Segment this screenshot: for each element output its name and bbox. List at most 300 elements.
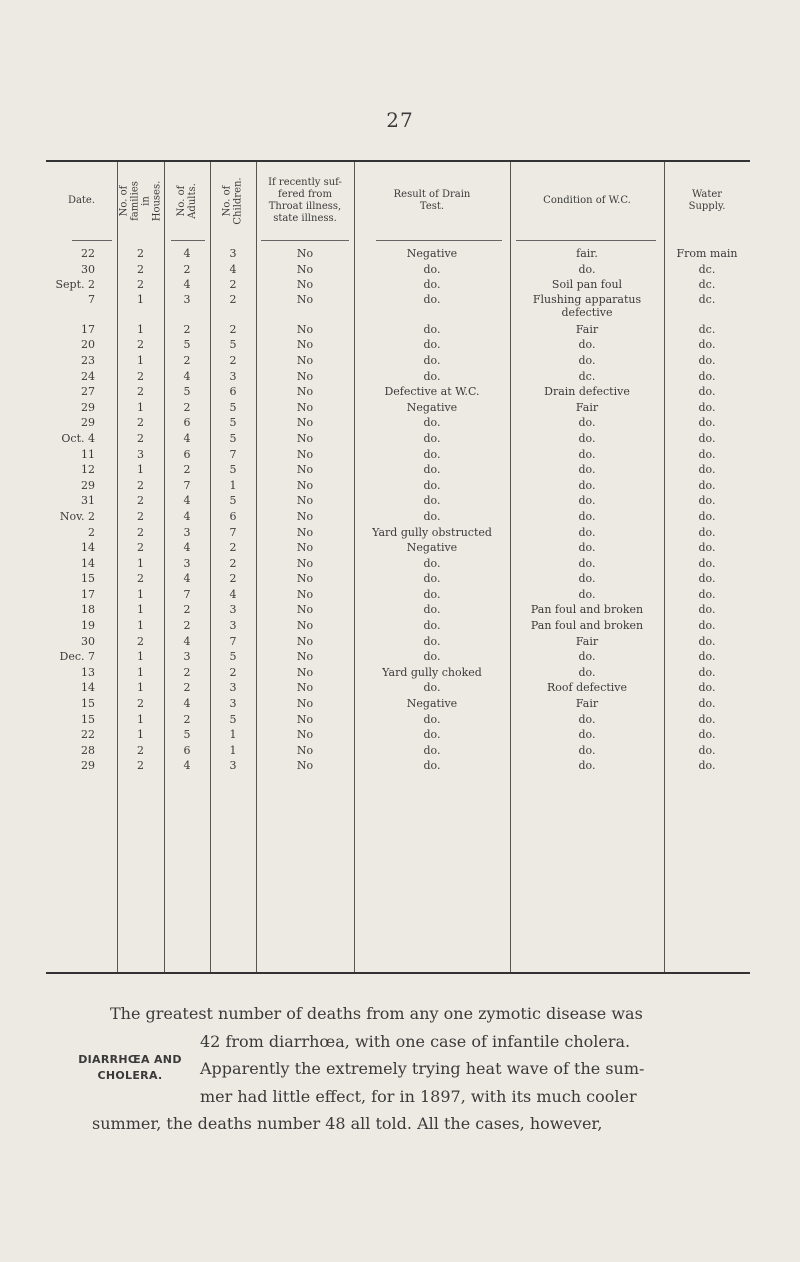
row-drain-test: Yard gully obstructed: [372, 525, 492, 539]
table-row: [46, 727, 750, 743]
row-date: 28: [81, 743, 95, 757]
row-children: 4: [229, 587, 237, 601]
row-water-supply: From main: [676, 247, 738, 260]
row-water-supply: do.: [698, 447, 716, 461]
row-throat-illness: No: [296, 278, 314, 292]
row-date: 2: [88, 525, 95, 539]
row-wc-condition: do.: [578, 463, 596, 477]
row-drain-test: do.: [423, 634, 441, 648]
row-adults: 3: [183, 292, 191, 306]
row-water-supply: do.: [698, 353, 716, 367]
row-date: 29: [81, 478, 95, 492]
header-wc-condition: Condition of W.C.: [543, 195, 631, 206]
row-drain-test: Negative: [406, 247, 458, 260]
row-adults: 5: [183, 385, 191, 399]
table-row: [46, 649, 750, 665]
row-families: 2: [137, 247, 144, 260]
row-date: 30: [81, 634, 95, 648]
row-wc-condition: do.: [578, 262, 596, 276]
row-drain-test: do.: [423, 619, 441, 633]
row-water-supply: do.: [698, 541, 716, 555]
row-drain-test: do.: [423, 650, 441, 664]
row-adults: 2: [183, 353, 191, 367]
row-date: 30: [81, 262, 95, 276]
row-adults: 2: [183, 322, 191, 336]
row-date: 15: [81, 572, 95, 586]
row-families: 2: [137, 541, 144, 555]
row-throat-illness: No: [296, 681, 314, 695]
row-date: Dec. 7: [59, 650, 95, 664]
row-wc-condition: do.: [578, 541, 596, 555]
row-adults: 7: [183, 587, 191, 601]
row-families: 1: [137, 665, 144, 679]
row-wc-condition: do.: [578, 494, 596, 508]
header-rule: [72, 240, 112, 241]
row-throat-illness: No: [296, 463, 314, 477]
row-throat-illness: No: [296, 619, 314, 633]
row-adults: 2: [183, 681, 191, 695]
row-water-supply: do.: [698, 385, 716, 399]
row-throat-illness: No: [296, 431, 314, 445]
row-drain-test: do.: [423, 728, 441, 742]
row-adults: 3: [183, 650, 191, 664]
row-children: 7: [229, 634, 237, 648]
row-water-supply: do.: [698, 650, 716, 664]
row-families: 1: [137, 322, 144, 336]
table-row: [46, 587, 750, 603]
row-date: 22: [81, 247, 95, 260]
row-date: 27: [81, 385, 95, 399]
body-paragraph: [92, 1000, 712, 1138]
row-wc-condition: do.: [578, 447, 596, 461]
row-children: 2: [229, 353, 237, 367]
row-date: Nov. 2: [59, 509, 95, 523]
table-row: [46, 353, 750, 369]
header-rule: [171, 240, 205, 241]
row-wc-condition: fair.: [576, 247, 598, 260]
row-families: 1: [137, 712, 144, 726]
row-adults: 4: [183, 494, 191, 508]
row-adults: 5: [183, 728, 191, 742]
row-wc-condition: do.: [578, 431, 596, 445]
row-date: 14: [81, 556, 95, 570]
row-families: 2: [137, 759, 144, 773]
row-wc-condition: Pan foul and broken: [530, 603, 644, 617]
row-adults: 2: [183, 400, 191, 414]
row-wc-condition: Fair: [575, 400, 599, 414]
table-row: [46, 634, 750, 650]
row-drain-test: do.: [423, 431, 441, 445]
row-water-supply: dc.: [698, 278, 716, 292]
row-families: 3: [137, 447, 144, 461]
row-families: 2: [137, 572, 144, 586]
row-drain-test: do.: [423, 712, 441, 726]
table-row: [46, 431, 750, 447]
row-drain-test: do.: [423, 262, 441, 276]
row-families: 1: [137, 650, 144, 664]
row-water-supply: do.: [698, 556, 716, 570]
table-row: [46, 571, 750, 587]
row-families: 1: [137, 353, 144, 367]
row-wc-condition: do.: [578, 338, 596, 352]
row-children: 3: [229, 369, 237, 383]
row-wc-condition: do.: [578, 728, 596, 742]
table-row: [46, 384, 750, 400]
row-children: 2: [229, 278, 237, 292]
row-throat-illness: No: [296, 541, 314, 555]
row-adults: 2: [183, 665, 191, 679]
row-date: 15: [81, 697, 95, 711]
row-children: 3: [229, 697, 237, 711]
row-water-supply: do.: [698, 619, 716, 633]
row-water-supply: dc.: [698, 262, 716, 276]
row-children: 3: [229, 759, 237, 773]
row-children: 5: [229, 712, 237, 726]
row-wc-condition: do.: [578, 650, 596, 664]
row-wc-condition: Fair: [575, 322, 599, 336]
row-children: 2: [229, 556, 237, 570]
row-children: 2: [229, 292, 237, 306]
row-date: 20: [81, 338, 95, 352]
header-water-supply: Water Supply.: [688, 189, 726, 212]
table-row: [46, 680, 750, 696]
paragraph-line: Apparently the extremely trying heat wave of the sum-: [200, 1059, 645, 1078]
row-wc-condition: do.: [578, 416, 596, 430]
row-families: 2: [137, 338, 144, 352]
row-water-supply: do.: [698, 338, 716, 352]
header-families: No. of families in Houses.: [118, 180, 163, 222]
row-date: Oct. 4: [61, 431, 95, 445]
table-row: [46, 540, 750, 556]
row-drain-test: do.: [423, 338, 441, 352]
table-row: [46, 493, 750, 509]
row-throat-illness: No: [296, 650, 314, 664]
table-row: [46, 618, 750, 634]
row-water-supply: do.: [698, 463, 716, 477]
row-water-supply: do.: [698, 416, 716, 430]
row-children: 5: [229, 463, 237, 477]
row-wc-condition: Soil pan foul: [551, 278, 623, 292]
row-drain-test: do.: [423, 494, 441, 508]
row-wc-condition: Fair: [575, 634, 599, 648]
row-children: 2: [229, 572, 237, 586]
row-water-supply: do.: [698, 587, 716, 601]
row-adults: 5: [183, 338, 191, 352]
row-drain-test: do.: [423, 322, 441, 336]
row-wc-condition: do.: [578, 572, 596, 586]
row-date: 22: [81, 728, 95, 742]
row-throat-illness: No: [296, 447, 314, 461]
row-water-supply: do.: [698, 665, 716, 679]
row-families: 2: [137, 634, 144, 648]
row-families: 2: [137, 525, 144, 539]
row-water-supply: do.: [698, 603, 716, 617]
row-throat-illness: No: [296, 759, 314, 773]
row-families: 1: [137, 728, 144, 742]
row-throat-illness: No: [296, 353, 314, 367]
row-throat-illness: No: [296, 634, 314, 648]
row-water-supply: do.: [698, 759, 716, 773]
row-water-supply: do.: [698, 369, 716, 383]
header-throat-illness: If recently suf- fered from Throat illness, state illness.: [268, 177, 342, 224]
row-families: 1: [137, 587, 144, 601]
row-throat-illness: No: [296, 262, 314, 276]
table-bottom-rule: [46, 972, 750, 974]
row-wc-condition: Roof defective: [546, 681, 628, 695]
table-row: [46, 478, 750, 494]
row-drain-test: do.: [423, 587, 441, 601]
table-row: [46, 602, 750, 618]
row-adults: 4: [183, 431, 191, 445]
table-row: [46, 743, 750, 759]
row-drain-test: Negative: [406, 400, 458, 414]
row-wc-condition: do.: [578, 743, 596, 757]
row-adults: 4: [183, 634, 191, 648]
row-children: 5: [229, 494, 237, 508]
row-families: 2: [137, 478, 144, 492]
table-row: [46, 369, 750, 385]
row-adults: 2: [183, 619, 191, 633]
row-date: 14: [81, 541, 95, 555]
row-children: 5: [229, 416, 237, 430]
row-children: 3: [229, 681, 237, 695]
row-date: 7: [88, 292, 95, 306]
table-top-rule: [46, 160, 750, 162]
table-row: [46, 415, 750, 431]
row-adults: 2: [183, 712, 191, 726]
row-drain-test: do.: [423, 278, 441, 292]
row-drain-test: Defective at W.C.: [384, 385, 480, 399]
paragraph-line: 42 from diarrhœa, with one case of infantile cholera.: [200, 1031, 631, 1051]
row-children: 1: [229, 728, 237, 742]
row-wc-condition: do.: [578, 478, 596, 492]
row-adults: 3: [183, 525, 191, 539]
header-rule: [376, 240, 502, 241]
row-families: 1: [137, 400, 144, 414]
row-water-supply: do.: [698, 728, 716, 742]
row-water-supply: do.: [698, 478, 716, 492]
row-throat-illness: No: [296, 572, 314, 586]
row-drain-test: do.: [423, 681, 441, 695]
row-wc-condition: dc.: [578, 369, 596, 383]
row-water-supply: do.: [698, 681, 716, 695]
row-throat-illness: No: [296, 247, 314, 260]
row-adults: 2: [183, 262, 191, 276]
row-wc-condition: do.: [578, 665, 596, 679]
row-children: 2: [229, 665, 237, 679]
row-children: 5: [229, 650, 237, 664]
row-drain-test: do.: [423, 463, 441, 477]
header-date: Date.: [67, 195, 96, 206]
row-throat-illness: No: [296, 525, 314, 539]
paragraph-line: mer had little effect, for in 1897, with its much cooler: [200, 1086, 637, 1106]
row-adults: 4: [183, 509, 191, 523]
paragraph-line: summer, the deaths number 48 all told. All the cases, however,: [92, 1114, 603, 1133]
paragraph-line: The greatest number of deaths from any one zymotic disease was: [110, 1004, 643, 1023]
row-drain-test: Negative: [406, 697, 458, 711]
table-row: [46, 337, 750, 353]
row-water-supply: do.: [698, 509, 716, 523]
row-families: 1: [137, 681, 144, 695]
row-throat-illness: No: [296, 338, 314, 352]
row-throat-illness: No: [296, 665, 314, 679]
header-children: No. of Children.: [222, 177, 245, 225]
row-adults: 4: [183, 697, 191, 711]
row-adults: 4: [183, 278, 191, 292]
row-date: 23: [81, 353, 95, 367]
header-drain-test: Result of Drain Test.: [393, 189, 471, 212]
row-families: 2: [137, 369, 144, 383]
sanitary-inspection-table: [46, 160, 750, 974]
row-wc-condition: do.: [578, 353, 596, 367]
row-children: 2: [229, 541, 237, 555]
row-throat-illness: No: [296, 509, 314, 523]
row-water-supply: do.: [698, 743, 716, 757]
row-water-supply: do.: [698, 400, 716, 414]
row-children: 7: [229, 447, 237, 461]
row-drain-test: Negative: [406, 541, 458, 555]
row-date: 24: [81, 369, 95, 383]
row-children: 6: [229, 509, 237, 523]
row-families: 2: [137, 431, 144, 445]
row-drain-test: do.: [423, 447, 441, 461]
row-date: 11: [81, 447, 95, 461]
row-adults: 2: [183, 603, 191, 617]
row-water-supply: do.: [698, 712, 716, 726]
row-date: 14: [81, 681, 95, 695]
row-children: 3: [229, 247, 237, 260]
row-wc-condition: do.: [578, 525, 596, 539]
row-drain-test: do.: [423, 478, 441, 492]
inspection-rows: [46, 246, 750, 774]
row-adults: 4: [183, 369, 191, 383]
row-water-supply: do.: [698, 431, 716, 445]
row-adults: 4: [183, 247, 191, 260]
row-water-supply: do.: [698, 525, 716, 539]
row-children: 5: [229, 338, 237, 352]
row-drain-test: Yard gully choked: [382, 665, 482, 679]
row-families: 2: [137, 262, 144, 276]
row-families: 2: [137, 697, 144, 711]
row-wc-condition: Drain defective: [544, 385, 630, 399]
row-drain-test: do.: [423, 556, 441, 570]
row-throat-illness: No: [296, 712, 314, 726]
row-drain-test: do.: [423, 509, 441, 523]
row-drain-test: do.: [423, 353, 441, 367]
table-row: [46, 322, 750, 338]
table-row: [46, 400, 750, 416]
row-throat-illness: No: [296, 494, 314, 508]
row-families: 1: [137, 556, 144, 570]
row-date: 29: [81, 416, 95, 430]
page-number: 27: [386, 108, 414, 132]
row-adults: 4: [183, 572, 191, 586]
row-throat-illness: No: [296, 478, 314, 492]
row-adults: 2: [183, 463, 191, 477]
row-wc-condition: Pan foul and broken: [530, 619, 644, 633]
row-drain-test: do.: [423, 292, 441, 306]
row-drain-test: do.: [423, 572, 441, 586]
row-date: 18: [81, 603, 95, 617]
row-throat-illness: No: [296, 697, 314, 711]
row-water-supply: do.: [698, 697, 716, 711]
row-date: 19: [81, 619, 95, 633]
row-wc-condition: do.: [578, 509, 596, 523]
row-date: 12: [81, 463, 95, 477]
table-row: [46, 509, 750, 525]
row-date: 29: [81, 400, 95, 414]
row-date: 29: [81, 759, 95, 773]
row-wc-condition: do.: [578, 556, 596, 570]
row-families: 2: [137, 385, 144, 399]
table-row: [46, 712, 750, 728]
table-row: [46, 758, 750, 774]
row-throat-illness: No: [296, 728, 314, 742]
table-row: [46, 462, 750, 478]
row-families: 1: [137, 292, 144, 306]
row-date: 17: [81, 587, 95, 601]
header-rule: [261, 240, 349, 241]
row-throat-illness: No: [296, 416, 314, 430]
row-children: 1: [229, 743, 237, 757]
header-rule: [516, 240, 656, 241]
row-wc-condition: do.: [578, 759, 596, 773]
table-row: [46, 556, 750, 572]
row-throat-illness: No: [296, 743, 314, 757]
table-row: [46, 293, 750, 322]
row-adults: 4: [183, 541, 191, 555]
row-water-supply: do.: [698, 494, 716, 508]
row-families: 2: [137, 509, 144, 523]
row-children: 3: [229, 603, 237, 617]
row-families: 1: [137, 619, 144, 633]
row-throat-illness: No: [296, 369, 314, 383]
row-families: 2: [137, 743, 144, 757]
row-water-supply: do.: [698, 634, 716, 648]
row-families: 2: [137, 494, 144, 508]
row-adults: 6: [183, 743, 191, 757]
row-drain-test: do.: [423, 603, 441, 617]
row-water-supply: do.: [698, 572, 716, 586]
row-drain-test: do.: [423, 759, 441, 773]
table-row: [46, 665, 750, 681]
row-adults: 6: [183, 416, 191, 430]
row-water-supply: dc.: [698, 322, 716, 336]
row-throat-illness: No: [296, 603, 314, 617]
sidenote-line: CHOLERA.: [97, 1069, 163, 1082]
table-row: [46, 262, 750, 278]
row-children: 1: [229, 478, 237, 492]
row-throat-illness: No: [296, 322, 314, 336]
row-throat-illness: No: [296, 400, 314, 414]
row-date: 17: [81, 322, 95, 336]
table-row: [46, 277, 750, 293]
row-throat-illness: No: [296, 587, 314, 601]
row-children: 7: [229, 525, 237, 539]
row-children: 5: [229, 400, 237, 414]
table-row: [46, 246, 750, 262]
sidenote-line: DIARRHŒA AND: [78, 1053, 182, 1066]
row-families: 1: [137, 603, 144, 617]
row-families: 2: [137, 416, 144, 430]
row-date: Sept. 2: [55, 278, 95, 292]
row-children: 5: [229, 431, 237, 445]
row-drain-test: do.: [423, 743, 441, 757]
row-date: 15: [81, 712, 95, 726]
row-adults: 3: [183, 556, 191, 570]
row-adults: 6: [183, 447, 191, 461]
row-families: 2: [137, 278, 144, 292]
